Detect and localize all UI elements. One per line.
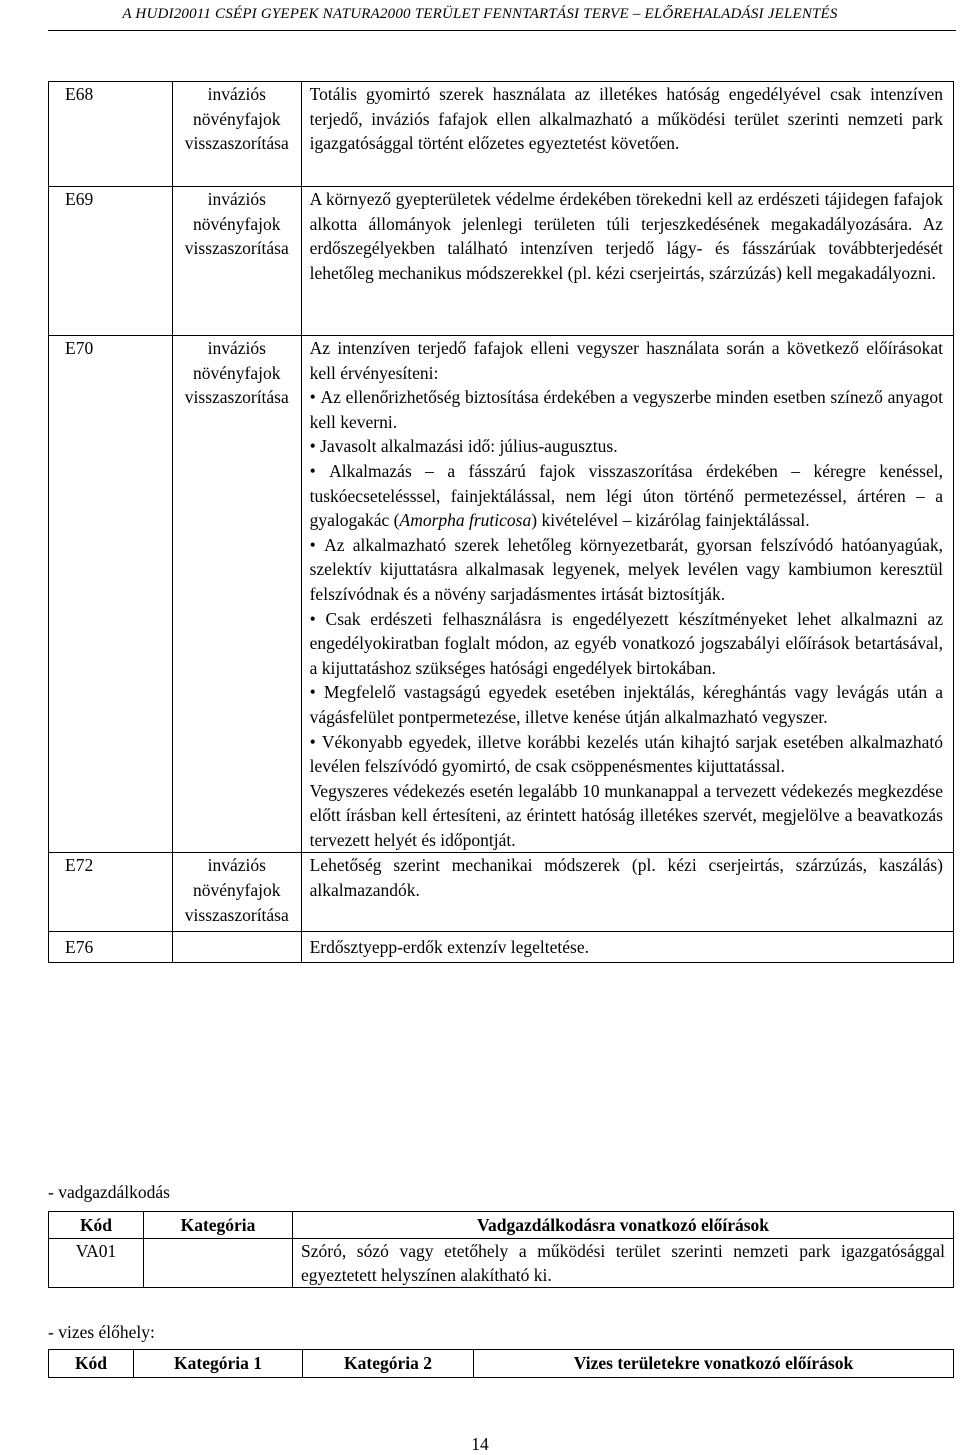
table-header-row — [49, 1212, 954, 1239]
bullet-item: • Megfelelő vastagságú egyedek esetében injektálás, kéreghántás vagy levágás után a vágásfelület pontpermetezése, illetve kenése útján alkalmazható vegyszer. — [310, 680, 943, 729]
category-line: visszaszorítása — [184, 133, 289, 154]
row-code: E69 — [49, 187, 173, 336]
bullet-item — [310, 459, 943, 533]
row-category — [172, 853, 301, 932]
header-kategoria-2: Kategória 2 — [303, 1350, 474, 1378]
header-eloirasok: Vizes területekre vonatkozó előírások — [474, 1350, 954, 1378]
page-number: 14 — [471, 1434, 489, 1454]
table-row — [49, 187, 954, 336]
category-line: növényfajok — [193, 213, 281, 234]
category-line: visszaszorítása — [184, 238, 289, 259]
category-line: visszaszorítása — [184, 387, 289, 408]
row-category — [172, 82, 301, 187]
row-outro: Vegyszeres védekezés esetén legalább 10 munkanappal a tervezett védekezés megkezdése előtt írásban kell értesíteni, az érintett hatóság illetékes szervét, megjelölve a beavatkozás tervezett helyét és időpontját. — [309, 780, 943, 850]
row-text: Totális gyomirtó szerek használata az illetékes hatóság engedélyével csak intenzíven terjedő, inváziós fafajok ellen alkalmazható a működési terület szerinti nemzeti park igazgatósággal történt előzetes egyeztetést követően. — [301, 82, 953, 187]
row-code: E68 — [49, 82, 173, 187]
category-line: inváziós — [207, 189, 266, 209]
row-category — [172, 932, 301, 963]
table-row — [49, 853, 954, 932]
category-line: inváziós — [207, 855, 266, 876]
row-text: A környező gyepterületek védelme érdekében törekedni kell az erdészeti tájidegen fafajok alkotta állományok jelenlegi területen túli terjeszkedésének megakadályozására. Az erdőszegélyekben található intenzíven terjedő lágy- és fásszárúak továbbterjedését lehetőleg mechanikus módszerekkel (pl. kézi cserjeirtás, szárzúzás) kell megakadályozni. — [301, 187, 953, 336]
category-line: visszaszorítása — [184, 904, 289, 925]
table-row — [49, 932, 954, 963]
category-line: növényfajok — [193, 362, 281, 383]
header-rule — [48, 30, 956, 31]
category-line: inváziós — [207, 84, 266, 104]
page-header: A HUDI20011 CSÉPI GYEPEK NATURA2000 TERÜLET FENNTARTÁSI TERVE – ELŐREHALADÁSI JELENTÉS — [122, 6, 838, 22]
table-row — [49, 336, 954, 853]
header-kod: Kód — [49, 1350, 134, 1378]
row-intro: Az intenzíven terjedő fafajok elleni vegyszer használata során a következő előírásokat kell érvényesíteni: — [309, 338, 943, 383]
row-category — [144, 1239, 293, 1288]
bullet-item: • Javasolt alkalmazási idő: július-augusztus. — [310, 434, 943, 459]
row-text: Lehetőség szerint mechanikai módszerek (pl. kézi cserjeirtás, szárzúzás, kaszálás) alkalmazandók. — [301, 853, 953, 932]
header-eloirasok: Vadgazdálkodásra vonatkozó előírások — [293, 1212, 954, 1239]
section-vizes-elohely: - vizes élőhely: — [48, 1322, 155, 1342]
table-header-row — [49, 1350, 954, 1378]
bullet-text: ) kivételével – kizárólag fainjektálással. — [531, 510, 810, 531]
species-name: Amorpha fruticosa — [399, 510, 532, 531]
bullet-item: • Csak erdészeti felhasználásra is engedélyezett készítményeket lehet alkalmazni az engedélyokiratban foglalt módon, az egyéb vonatkozó jogszabályi előírások betartásával, a kijuttatáshoz szükséges hatósági engedélyek birtokában. — [310, 607, 943, 681]
row-category — [172, 336, 301, 853]
section-vadgazdalkodas: - vadgazdálkodás — [48, 1182, 170, 1202]
measures-table — [48, 81, 954, 963]
bullet-item: • Az ellenőrizhetőség biztosítása érdekében a vegyszerbe minden esetben színező anyagot kell keverni. — [310, 385, 943, 434]
row-code: VA01 — [49, 1239, 144, 1288]
header-kod: Kód — [49, 1212, 144, 1239]
bullet-text: Alkalmazás – a fásszárú fajok visszaszorítása érdekében – kéregre kenéssel, tuskóecsetelésssel, fainjektálással, nem légi úton történő permetezéssel, ártéren – a gyalogakác ( — [309, 460, 943, 531]
row-code: E70 — [49, 336, 173, 853]
row-code: E76 — [49, 932, 173, 963]
category-line: inváziós — [207, 338, 266, 358]
header-kategoria: Kategória — [144, 1212, 293, 1239]
vizes-elohely-table — [48, 1349, 954, 1378]
bullet-item: • Az alkalmazható szerek lehetőleg környezetbarát, gyorsan felszívódó hatóanyagúak, szelektív kijuttatásra alkalmasak legyenek, melyek levélen vagy kambiumon keresztül felszívódnak és a növény sarjadásmentes irtását biztosítják. — [310, 533, 943, 607]
table-row — [49, 82, 954, 187]
header-kategoria-1: Kategória 1 — [134, 1350, 303, 1378]
vadgazdalkodas-table — [48, 1211, 954, 1288]
row-text: Erdősztyepp-erdők extenzív legeltetése. — [301, 932, 953, 963]
row-text: Szóró, sózó vagy etetőhely a működési terület szerinti nemzeti park igazgatósággal egyeztetett helyszínen alakítható ki. — [293, 1239, 954, 1288]
row-text — [301, 336, 953, 853]
category-line: növényfajok — [193, 108, 281, 129]
bullet-item: • Vékonyabb egyedek, illetve korábbi kezelés után kihajtó sarjak esetében alkalmazható levélen felszívódó gyomirtó, de csak csöppenésmentes kijuttatással. — [310, 730, 943, 779]
table-row — [49, 1239, 954, 1288]
row-category — [172, 187, 301, 336]
category-line: növényfajok — [193, 880, 281, 901]
row-code: E72 — [49, 853, 173, 932]
